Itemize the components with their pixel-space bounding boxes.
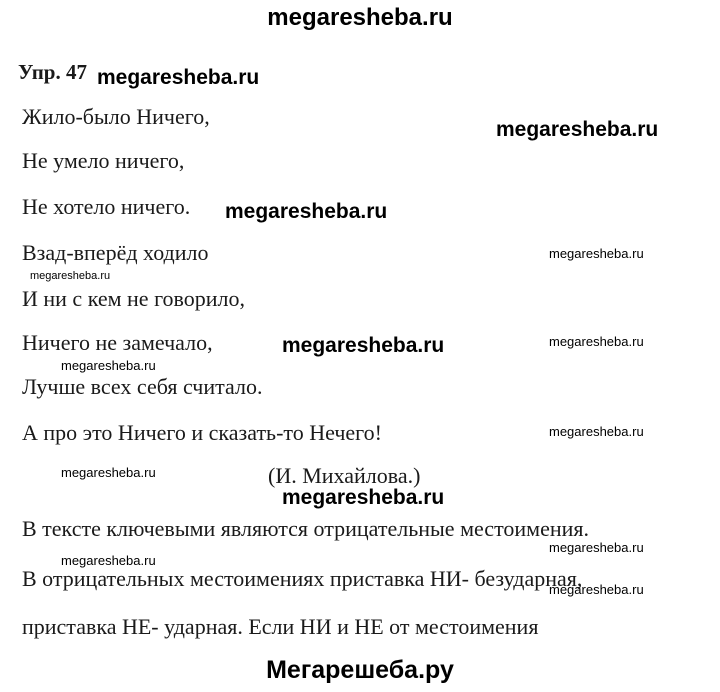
site-header: megaresheba.ru	[267, 4, 453, 31]
watermark: megaresheba.ru	[549, 424, 644, 439]
watermark: megaresheba.ru	[30, 270, 111, 282]
watermark: megaresheba.ru	[549, 246, 644, 261]
watermark: megaresheba.ru	[282, 334, 445, 357]
exercise-number: Упр. 47	[18, 60, 87, 84]
poem-line: Не хотело ничего.	[22, 194, 191, 219]
watermark: megaresheba.ru	[225, 200, 388, 223]
watermark: megaresheba.ru	[496, 118, 659, 141]
watermark: megaresheba.ru	[549, 540, 644, 555]
poem-line: Ничего не замечало,	[22, 330, 213, 355]
watermark: megaresheba.ru	[61, 553, 156, 568]
answer-line: приставка НЕ- ударная. Если НИ и НЕ от местоимения	[22, 614, 539, 639]
poem-line: Лучше всех себя считало.	[22, 374, 263, 399]
poem-line: Взад-вперёд ходило	[22, 240, 209, 265]
watermark: megaresheba.ru	[97, 66, 260, 89]
watermark: megaresheba.ru	[549, 334, 644, 349]
poem-line: И ни с кем не говорило,	[22, 286, 246, 311]
poem-line: Жило-было Ничего,	[22, 104, 210, 129]
answer-line: В отрицательных местоимениях приставка НИ- безударная,	[22, 566, 583, 591]
answer-line: В тексте ключевыми являются отрицательные местоимения.	[22, 516, 590, 541]
poem-line: Не умело ничего,	[22, 148, 185, 173]
poem-author: (И. Михайлова.)	[268, 463, 421, 488]
poem-line: А про это Ничего и сказать-то Нечего!	[22, 420, 382, 445]
watermark: megaresheba.ru	[549, 582, 644, 597]
watermark: megaresheba.ru	[282, 486, 445, 509]
site-footer: Мегарешеба.ру	[266, 656, 454, 684]
watermark: megaresheba.ru	[61, 358, 156, 373]
watermark: megaresheba.ru	[61, 465, 156, 480]
